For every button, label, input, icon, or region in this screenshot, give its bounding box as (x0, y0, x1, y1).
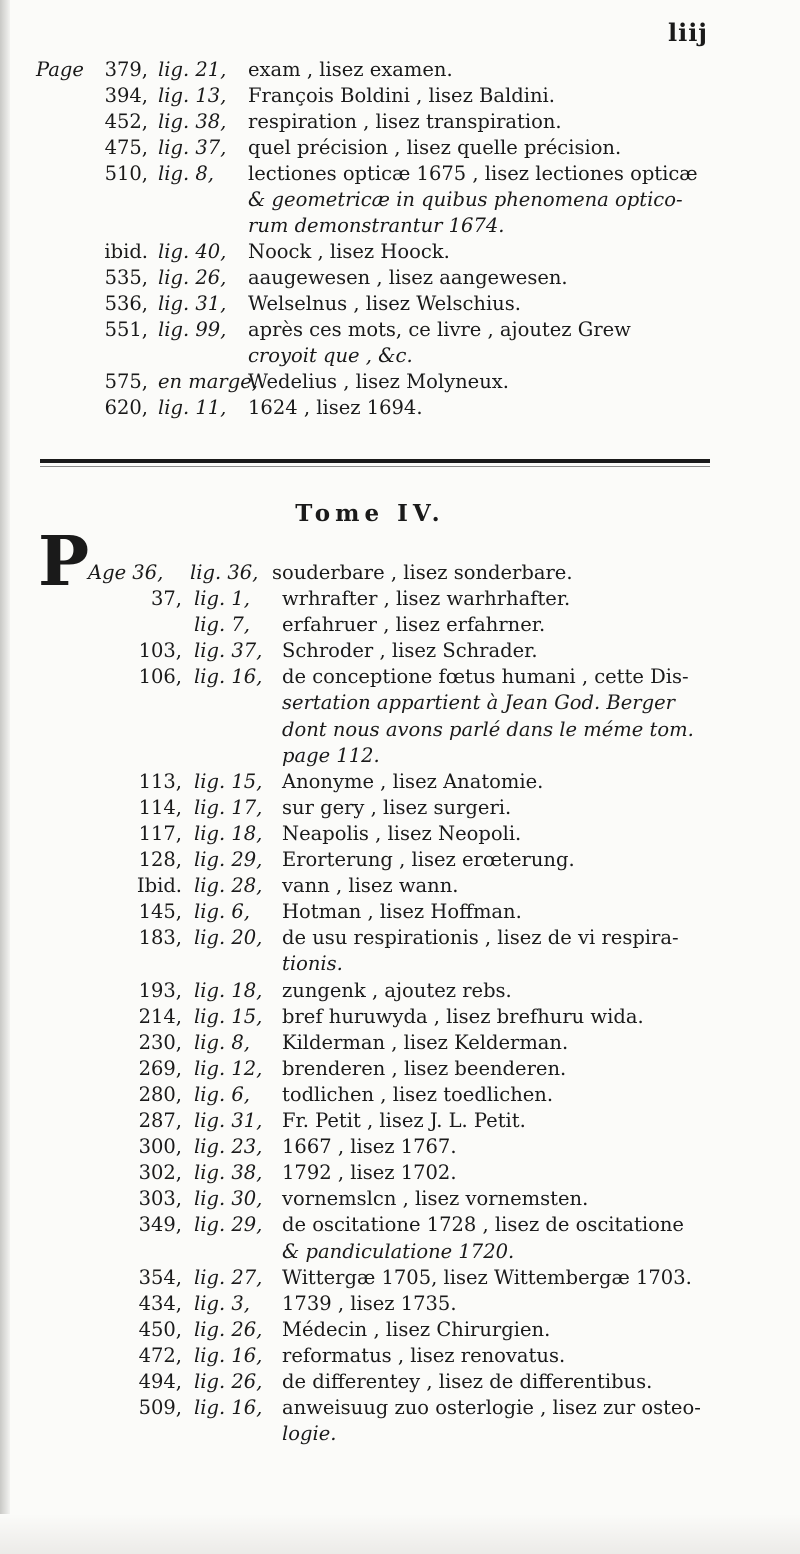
line-ref: lig. 23, (194, 1135, 263, 1159)
line-ref: lig. 18, (194, 978, 263, 1002)
page-ref: Ibid. (136, 874, 182, 898)
page-edge-shadow (0, 1514, 800, 1554)
correction-text: 1624 , lisez 1694. (248, 396, 423, 419)
correction-text: bref huruwyda , lisez brefhuru wida. (282, 1004, 644, 1028)
continuation-text: & pandiculatione 1720. (282, 1239, 515, 1263)
page-ref: 475, (104, 136, 148, 159)
page-ref: 303, (138, 1187, 182, 1211)
page-ref: 230, (138, 1030, 182, 1054)
correction-text: todlichen , lisez toedlichen. (282, 1082, 554, 1106)
page-ref: 145, (138, 900, 182, 924)
page-ref: 452, (104, 110, 148, 133)
correction-text: quel précision , lisez quelle précision. (248, 136, 622, 159)
page-ref: 117, (138, 821, 182, 845)
correction-text: zungenk , ajoutez rebs. (282, 978, 512, 1002)
page-ref: 379, (104, 58, 148, 81)
correction-text: exam , lisez examen. (248, 58, 453, 81)
page-ref: 302, (138, 1161, 182, 1185)
page-ref: 434, (138, 1291, 182, 1315)
line-ref: lig. 29, (194, 848, 263, 871)
page-ref: 472, (138, 1343, 182, 1367)
page-ref: 354, (138, 1265, 182, 1289)
correction-text: anweisuug zuo osterlogie , lisez zur osteo- (282, 1396, 701, 1420)
continuation-text: logie. (282, 1422, 337, 1446)
line-ref: lig. 7, (194, 613, 250, 637)
correction-text: erfahruer , lisez erfahrner. (282, 613, 546, 637)
line-ref: lig. 99, (158, 318, 227, 341)
line-ref: lig. 27, (194, 1265, 263, 1289)
page-ref: 575, (104, 370, 148, 393)
page-ref: 214, (138, 1004, 182, 1028)
correction-text: Médecin , lisez Chirurgien. (282, 1317, 551, 1341)
page-ref: 287, (138, 1109, 182, 1132)
correction-text: Kilderman , lisez Kelderman. (282, 1030, 569, 1054)
page-ref: 193, (138, 978, 182, 1002)
page-ref: 349, (138, 1213, 182, 1237)
line-ref: lig. 40, (158, 240, 227, 263)
page-ref: 494, (138, 1370, 182, 1393)
correction-text: 1739 , lisez 1735. (282, 1291, 457, 1315)
correction-text: reformatus , lisez renovatus. (282, 1343, 566, 1367)
line-ref: lig. 13, (158, 84, 227, 107)
correction-text: de differentey , lisez de differentibus. (282, 1370, 653, 1393)
correction-text: après ces mots, ce livre , ajoutez Grew (248, 318, 631, 341)
correction-text: Fr. Petit , lisez J. L. Petit. (282, 1109, 526, 1132)
page-ref: 551, (104, 318, 148, 341)
page-label: Page (36, 58, 84, 81)
line-ref: lig. 16, (194, 1396, 263, 1420)
page-ref: 114, (138, 795, 182, 819)
correction-text: 1667 , lisez 1767. (282, 1135, 457, 1159)
correction-text: vornemslcn , lisez vornemsten. (282, 1187, 589, 1211)
line-ref: lig. 21, (158, 58, 227, 81)
line-ref: lig. 26, (194, 1317, 263, 1341)
line-ref: lig. 6, (194, 900, 250, 924)
line-ref: lig. 26, (158, 266, 227, 289)
section-divider (40, 459, 710, 463)
page-ref: 535, (104, 266, 148, 289)
line-ref: lig. 8, (194, 1030, 250, 1054)
page-ref: 128, (138, 848, 182, 871)
line-ref: lig. 31, (194, 1109, 263, 1132)
line-ref: lig. 8, (158, 162, 214, 185)
page-ref: 510, (104, 162, 148, 185)
line-ref: lig. 16, (194, 1343, 263, 1367)
line-ref: lig. 28, (194, 874, 263, 898)
page-ref: 103, (138, 639, 182, 663)
line-ref: lig. 38, (158, 110, 227, 133)
correction-text: aaugewesen , lisez aangewesen. (248, 266, 568, 289)
line-ref: lig. 12, (194, 1056, 263, 1080)
section-heading: Tome IV. (295, 500, 445, 527)
line-ref: lig. 17, (194, 795, 263, 819)
page-number: liij (667, 18, 708, 47)
line-ref: lig. 6, (194, 1082, 250, 1106)
correction-text: Anonyme , lisez Anatomie. (282, 769, 544, 793)
page-ref: ibid. (104, 240, 148, 263)
continuation-text: rum demonstrantur 1674. (248, 214, 505, 237)
correction-text: respiration , lisez transpiration. (248, 110, 562, 133)
page-ref: 450, (138, 1317, 182, 1341)
correction-text: Wedelius , lisez Molyneux. (248, 370, 509, 393)
line-ref: lig. 20, (194, 926, 263, 950)
line-ref: lig. 29, (194, 1213, 263, 1237)
correction-text: Erorterung , lisez erœterung. (282, 848, 575, 871)
line-ref: lig. 1, (194, 587, 250, 610)
page-ref: 300, (138, 1135, 182, 1159)
continuation-text: tionis. (282, 952, 343, 976)
line-ref: lig. 16, (194, 665, 263, 689)
page-ref: 183, (138, 926, 182, 950)
line-ref: lig. 15, (194, 1004, 263, 1028)
line-ref: lig. 26, (194, 1370, 263, 1393)
line-ref: lig. 15, (194, 769, 263, 793)
correction-text: de usu respirationis , lisez de vi respira- (282, 926, 679, 950)
page-ref: 37, (150, 587, 182, 610)
line-ref: lig. 3, (194, 1291, 250, 1315)
page-ref: 280, (138, 1082, 182, 1106)
line-ref: lig. 18, (194, 821, 263, 845)
page-ref: 620, (104, 396, 148, 419)
correction-text: Welselnus , lisez Welschius. (248, 292, 521, 315)
page-ref: Age 36, (88, 561, 164, 584)
page-ref: 394, (104, 84, 148, 107)
line-ref: lig. 38, (194, 1161, 263, 1185)
correction-text: souderbare , lisez sonderbare. (272, 561, 573, 584)
correction-text: 1792 , lisez 1702. (282, 1161, 457, 1185)
page-ref: 509, (138, 1396, 182, 1420)
continuation-text: page 112. (282, 743, 380, 767)
page-ref: 536, (104, 292, 148, 315)
correction-text: brenderen , lisez beenderen. (282, 1056, 567, 1080)
line-ref: lig. 31, (158, 292, 227, 315)
page-ref: 269, (138, 1056, 182, 1080)
line-ref: lig. 37, (158, 136, 227, 159)
correction-text: François Boldini , lisez Baldini. (248, 84, 555, 107)
line-ref: lig. 37, (194, 639, 263, 663)
continuation-text: croyoit que , &c. (248, 344, 413, 367)
correction-text: sur gery , lisez surgeri. (282, 795, 512, 819)
continuation-text: dont nous avons parlé dans le méme tom. (282, 717, 694, 741)
continuation-text: sertation appartient à Jean God. Berger (282, 691, 675, 715)
line-ref: lig. 36, (190, 561, 259, 584)
line-ref: lig. 11, (158, 396, 227, 419)
correction-text: Wittergæ 1705, lisez Wittembergæ 1703. (282, 1265, 692, 1289)
correction-text: Hotman , lisez Hoffman. (282, 900, 522, 924)
line-ref: lig. 30, (194, 1187, 263, 1211)
page-ref: 106, (138, 665, 182, 689)
correction-text: Neapolis , lisez Neopoli. (282, 821, 522, 845)
line-ref: en marge, (158, 370, 258, 393)
correction-text: vann , lisez wann. (282, 874, 459, 898)
continuation-text: & geometricæ in quibus phenomena optico- (248, 188, 683, 211)
correction-text: Noock , lisez Hoock. (248, 240, 450, 263)
correction-text: de conceptione fœtus humani , cette Dis- (282, 665, 689, 689)
correction-text: de oscitatione 1728 , lisez de oscitatione (282, 1213, 684, 1237)
binding-shadow (0, 0, 10, 1554)
correction-text: wrhrafter , lisez warhrhafter. (282, 587, 571, 610)
page-ref: 113, (138, 769, 182, 793)
correction-text: Schroder , lisez Schrader. (282, 639, 538, 663)
drop-cap: P (38, 522, 90, 602)
correction-text: lectiones opticæ 1675 , lisez lectiones opticæ (248, 162, 698, 185)
